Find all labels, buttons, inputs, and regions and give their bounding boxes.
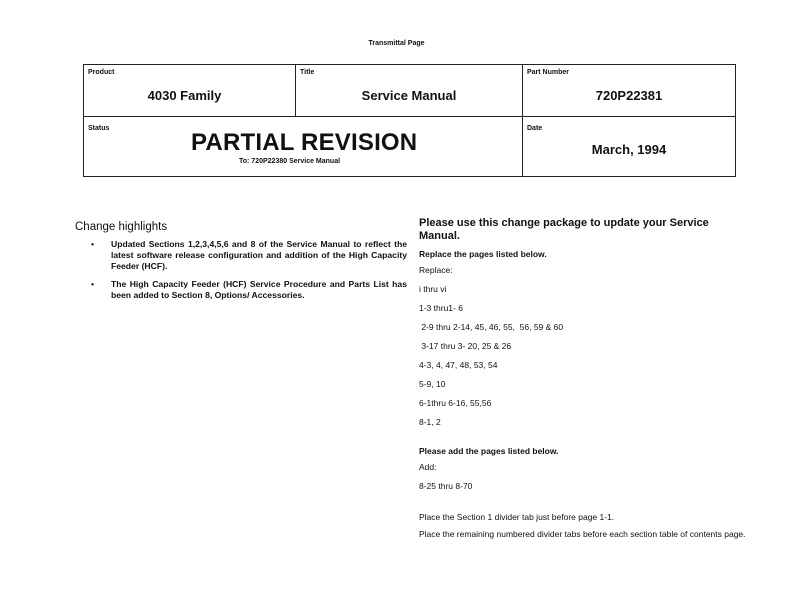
- status-label: Status: [88, 125, 110, 132]
- change-highlights: [75, 221, 407, 308]
- update-instructions: [419, 217, 749, 540]
- to-line: To: 720P22380 Service Manual: [239, 158, 341, 165]
- list-item-text: The High Capacity Feeder (HCF) Service Procedure and Parts List has been added to Section 8, Options/ Accessories.: [111, 279, 407, 300]
- list-item: [75, 279, 407, 301]
- bullet-icon: •: [91, 279, 95, 289]
- list-item: 6-1thru 6-16, 55,56: [419, 398, 492, 408]
- title-label: Title: [300, 69, 315, 76]
- divider: [522, 65, 523, 176]
- note-divider-tab: Place the Section 1 divider tab just before page 1-1.: [419, 512, 615, 522]
- transmittal-form: [83, 64, 736, 177]
- list-item-text: Updated Sections 1,2,3,4,5,6 and 8 of the Service Manual to reflect the latest software release configuration and addition of the High Capacity Feeder (HCF).: [111, 239, 407, 271]
- bullet-icon: •: [91, 239, 95, 249]
- add-heading: Please add the pages listed below.: [419, 446, 559, 456]
- list-item: 3-17 thru 3- 20, 25 & 26: [419, 341, 512, 351]
- list-item: 8-25 thru 8-70: [419, 481, 473, 491]
- replace-list: [419, 284, 749, 436]
- status-value: PARTIAL REVISION: [191, 129, 418, 156]
- list-item: 8-1, 2: [419, 417, 441, 427]
- part-number-label: Part Number: [527, 69, 570, 76]
- highlights-list: [75, 239, 407, 301]
- page-header: Transmittal Page: [368, 40, 425, 47]
- title-value: Service Manual: [361, 88, 457, 103]
- add-label: Add:: [419, 462, 437, 472]
- add-list: [419, 481, 749, 500]
- list-item: 2-9 thru 2-14, 45, 46, 55, 56, 59 & 60: [419, 322, 564, 332]
- instructions-heading: Please use this change package to update your Service Manual.: [419, 217, 709, 242]
- list-item: 5-9, 10: [419, 379, 446, 389]
- list-item: 1-3 thru1- 6: [419, 303, 463, 313]
- part-number-value: 720P22381: [595, 88, 663, 103]
- highlights-heading: Change highlights: [75, 221, 168, 233]
- list-item: 4-3, 4, 47, 48, 53, 54: [419, 360, 498, 370]
- date-value: March, 1994: [591, 142, 667, 157]
- replace-heading: Replace the pages listed below.: [419, 249, 547, 259]
- product-label: Product: [88, 69, 115, 76]
- divider: [84, 116, 735, 117]
- product-value: 4030 Family: [147, 88, 222, 103]
- replace-label: Replace:: [419, 265, 453, 275]
- list-item: i thru vi: [419, 284, 447, 294]
- date-label: Date: [527, 125, 543, 132]
- list-item: [75, 239, 407, 272]
- note-remaining-tabs: Place the remaining numbered divider tabs before each section table of contents page.: [419, 529, 746, 539]
